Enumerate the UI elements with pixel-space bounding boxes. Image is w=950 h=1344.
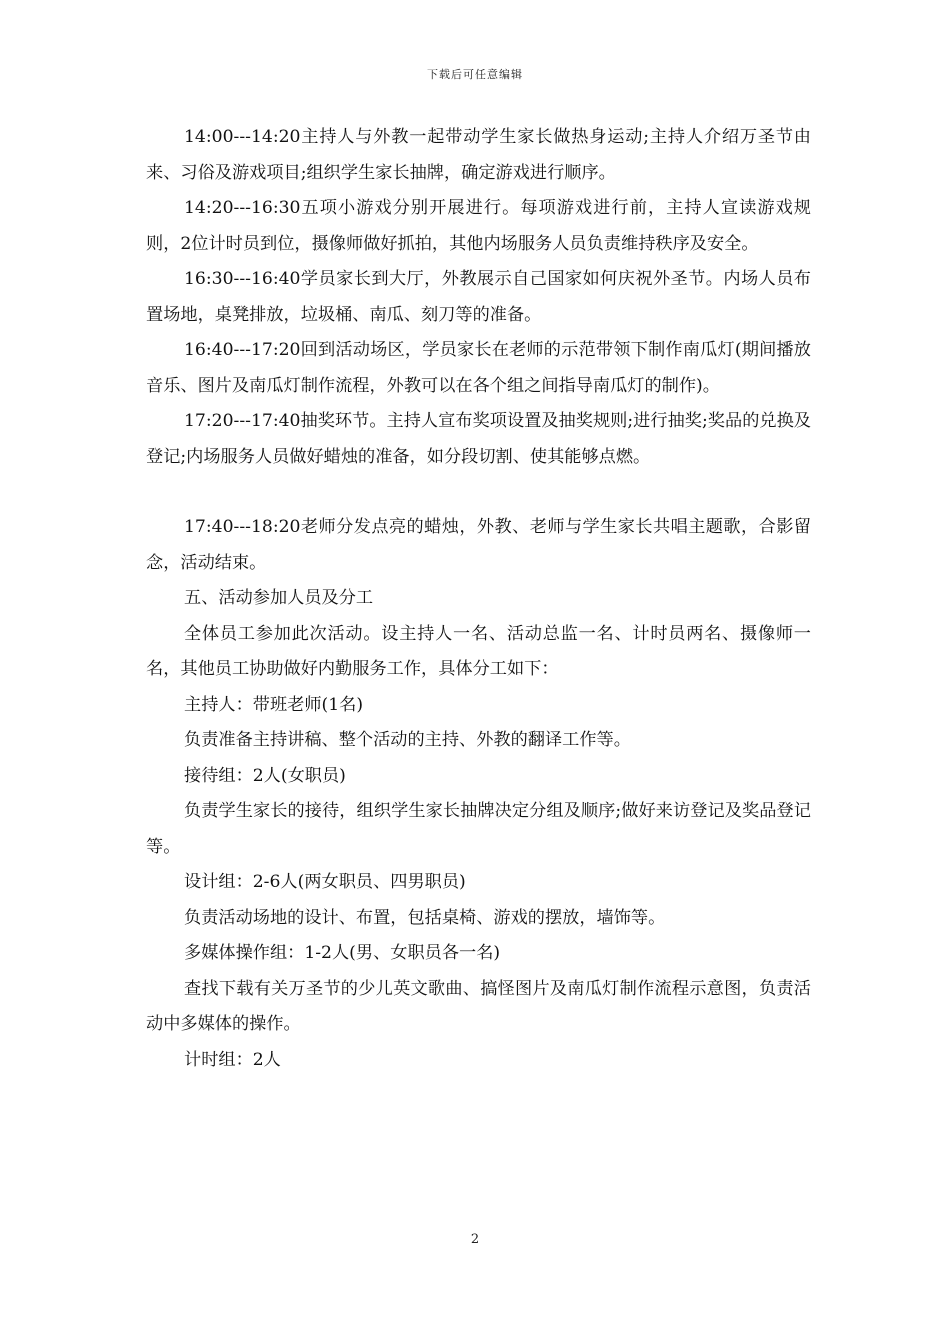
paragraph-staff-overview: 全体员工参加此次活动。设主持人一名、活动总监一名、计时员两名、摄像师一名，其他员工协助做好内勤服务工作，具体分工如下： (146, 623, 811, 679)
role-design-duty: 负责活动场地的设计、布置，包括桌椅、游戏的摆放，墙饰等。 (184, 907, 666, 928)
paragraph-schedule-1420: 14:20---16:30五项小游戏分别开展进行。每项游戏进行前，主持人宣读游戏规则，2位计时员到位，摄像师做好抓拍，其他内场服务人员负责维持秩序及安全。 (146, 198, 811, 254)
paragraph-schedule-1640: 16:40---17:20回到活动场区，学员家长在老师的示范带领下制作南瓜灯(期间播放音乐、图片及南瓜灯制作流程，外教可以在各个组之间指导南瓜灯的制作)。 (146, 340, 811, 396)
paragraph-schedule-1630: 16:30---16:40学员家长到大厅，外教展示自己国家如何庆祝外圣节。内场人员布置场地，桌凳排放，垃圾桶、南瓜、刻刀等的准备。 (146, 269, 811, 325)
role-host: 主持人：带班老师(1名) (184, 694, 364, 715)
role-reception: 接待组：2人(女职员) (184, 765, 346, 786)
page-header: 下载后可任意编辑 (427, 68, 523, 81)
role-design: 设计组：2-6人(两女职员、四男职员) (184, 872, 466, 892)
role-multimedia: 多媒体操作组：1-2人(男、女职员各一名) (184, 943, 501, 963)
paragraph-schedule-1400: 14:00---14:20主持人与外教一起带动学生家长做热身运动;主持人介绍万圣节由来、习俗及游戏项目;组织学生家长抽牌，确定游戏进行顺序。 (146, 127, 811, 183)
paragraph-schedule-1720: 17:20---17:40抽奖环节。主持人宣布奖项设置及抽奖规则;进行抽奖;奖品的兑换及登记;内场服务人员做好蜡烛的准备，如分段切割、使其能够点燃。 (146, 411, 811, 467)
role-timekeeping: 计时组：2人 (184, 1049, 281, 1070)
page-number: 2 (470, 1232, 480, 1247)
paragraph-schedule-1740: 17:40---18:20老师分发点亮的蜡烛，外教、老师与学生家长共唱主题歌，合影留念，活动结束。 (146, 517, 811, 573)
document-body (146, 120, 811, 1078)
section-heading-staff: 五、活动参加人员及分工 (184, 588, 374, 608)
role-reception-duty: 负责学生家长的接待，组织学生家长抽牌决定分组及顺序;做好来访登记及奖品登记等。 (146, 801, 811, 857)
role-host-duty: 负责准备主持讲稿、整个活动的主持、外教的翻译工作等。 (184, 730, 631, 750)
role-multimedia-duty: 查找下载有关万圣节的少儿英文歌曲、搞怪图片及南瓜灯制作流程示意图，负责活动中多媒体的操作。 (146, 978, 811, 1034)
